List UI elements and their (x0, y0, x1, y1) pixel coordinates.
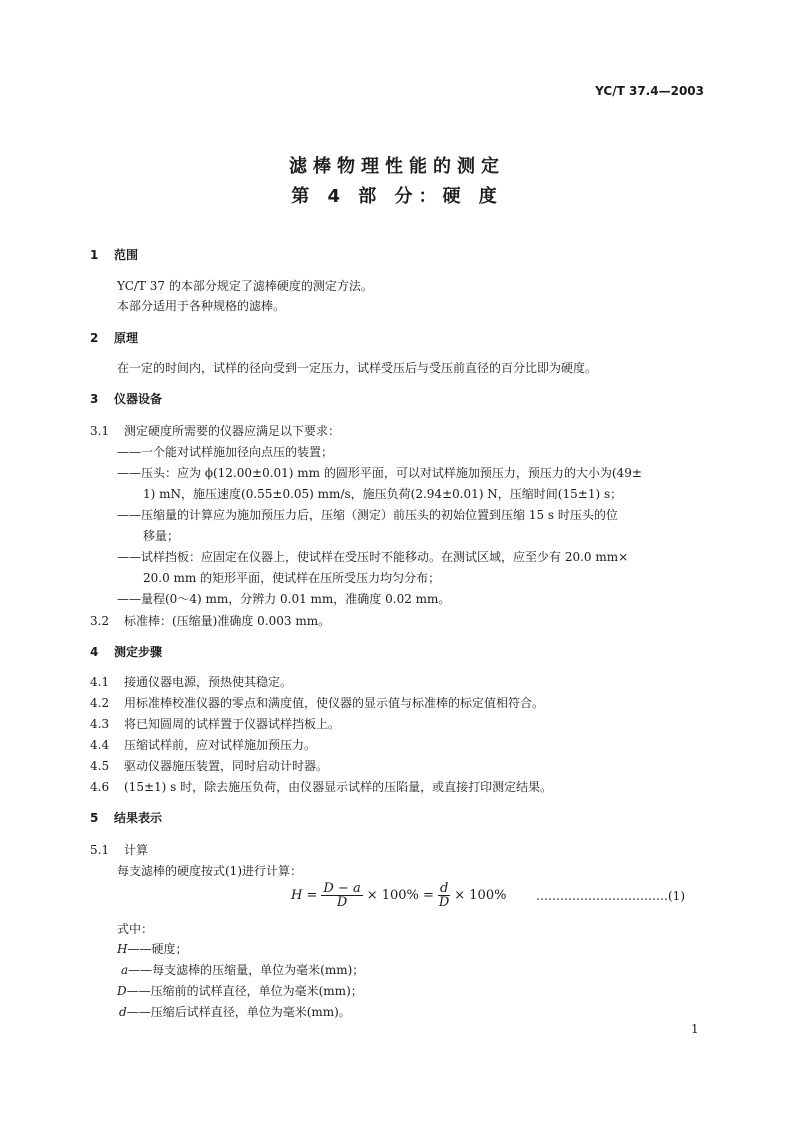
section-2-heading: 2 原理 (90, 331, 139, 345)
formula-lhs: H = (291, 888, 318, 903)
list-item: ——压缩量的计算应为施加预压力后，压缩（测定）前压头的初始位置到压缩 15 s 时压头的位 (117, 508, 618, 522)
section-2-paragraph: 在一定的时间内，试样的径向受到一定压力，试样受压后与受压前直径的百分比即为硬度。 (117, 361, 598, 375)
clause-3-2: 3.2 标准棒：(压缩量)准确度 0.003 mm。 (90, 614, 331, 628)
list-item-continuation: 1) mN，施压速度(0.55±0.05) mm/s，施压负荷(2.94±0.01) N，压缩时间(15±1) s； (143, 487, 623, 501)
clause-4-4: 4.4 压缩试样前，应对试样施加预压力。 (90, 738, 317, 752)
hardness-formula (291, 882, 506, 909)
clause-5-1: 5.1 计算 (90, 843, 149, 857)
list-item: ——试样挡板：应固定在仪器上，使试样在受压时不能移动。在测试区域，应至少有 20.0 mm× (117, 550, 629, 564)
fraction-1-numerator: D − a (323, 881, 361, 896)
section-1-paragraph-2: 本部分适用于各种规格的滤棒。 (117, 299, 286, 313)
list-item: ——量程(0～4) mm，分辨力 0.01 mm，准确度 0.02 mm。 (117, 592, 451, 606)
where-label: 式中： (117, 922, 154, 936)
section-5-heading: 5 结果表示 (90, 811, 163, 825)
list-item: ——压头：应为 ϕ(12.00±0.01) mm 的圆形平面，可以对试样施加预压力，预压力的大小为(49± (117, 466, 642, 480)
definition-item: d——压缩后试样直径，单位为毫米(mm)。 (119, 1005, 351, 1019)
clause-4-5: 4.5 驱动仪器施压装置，同时启动计时器。 (90, 759, 329, 773)
page-number: 1 (691, 1022, 699, 1036)
fraction-1 (321, 882, 362, 909)
list-item-continuation: 20.0 mm 的矩形平面，使试样在压所受压力均匀分布； (143, 571, 441, 585)
clause-4-2: 4.2 用标准棒校准仪器的零点和满度值，使仪器的显示值与标准棒的标定值相符合。 (90, 696, 545, 710)
document-title: 滤棒物理性能的测定 (289, 156, 505, 177)
formula-intro: 每支滤棒的硬度按式(1)进行计算： (117, 864, 302, 878)
clause-4-3: 4.3 将已知圆周的试样置于仪器试样挡板上。 (90, 717, 341, 731)
fraction-1-denominator: D (336, 895, 348, 910)
clause-4-1: 4.1 接通仪器电源，预热使其稳定。 (90, 675, 293, 689)
formula-number: ……………………………(1) (536, 889, 685, 903)
section-1-heading: 1 范围 (90, 248, 139, 262)
section-3-heading: 3 仪器设备 (90, 392, 163, 406)
list-item-continuation: 移量； (143, 529, 180, 543)
document-subtitle: 第 4 部 分：硬 度 (291, 186, 503, 207)
formula-mid: × 100% = (366, 888, 434, 903)
section-4-heading: 4 测定步骤 (90, 645, 163, 659)
definition-item: a——每支滤棒的压缩量，单位为毫米(mm)； (121, 963, 365, 977)
list-item: ——一个能对试样施加径向点压的装置； (117, 445, 334, 459)
fraction-2 (438, 882, 450, 909)
section-1-paragraph-1: YC/T 37 的本部分规定了滤棒硬度的测定方法。 (117, 279, 373, 293)
formula-end: × 100% (454, 888, 507, 903)
standard-code: YC/T 37.4—2003 (595, 84, 704, 98)
clause-3-1: 3.1 测定硬度所需要的仪器应满足以下要求： (90, 424, 341, 438)
clause-4-6: 4.6 (15±1) s 时，除去施压负荷，由仪器显示试样的压陷量，或直接打印测定结果。 (90, 780, 553, 794)
fraction-2-denominator: D (438, 895, 450, 910)
definition-item: D——压缩前的试样直径，单位为毫米(mm)； (117, 984, 363, 998)
fraction-2-numerator: d (439, 881, 449, 896)
definition-item: H——硬度； (117, 942, 188, 956)
